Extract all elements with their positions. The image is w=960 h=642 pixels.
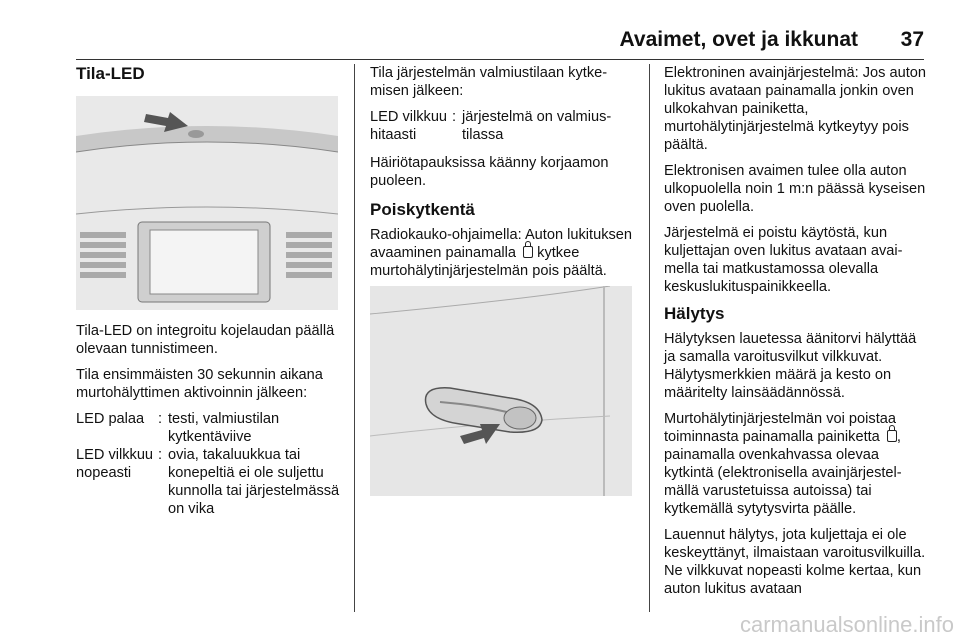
paragraph-text: kytkee murtohälytinjärjestelmän pois päältä. — [370, 245, 607, 279]
definition-text: järjestelmä on valmiustilassa — [462, 109, 612, 143]
paragraph: Tila-LED on integroitu kojelaudan päällä olevaan tunnistimeen. — [76, 323, 335, 357]
definition-term: LED palaa — [76, 411, 145, 427]
paragraph: Tila ensimmäisten 30 sekunnin aikana murtohälyttimen aktivoinnin jälkeen: — [76, 367, 323, 401]
colon: : — [158, 411, 163, 427]
paragraph-text: Murtohälytinjärjestelmän voi poistaa toiminnasta painamalla painiketta — [664, 411, 896, 445]
paragraph: Tila järjestelmän valmiustilaan kytkemisen jälkeen: — [370, 65, 608, 99]
door-handle-illustration — [370, 286, 632, 496]
column-3 — [664, 64, 928, 606]
door-handle-svg — [370, 286, 632, 496]
section-heading-poiskytkenta: Poiskytkentä — [370, 200, 475, 219]
paragraph — [664, 410, 928, 518]
dashboard-illustration-svg — [76, 96, 338, 310]
dashboard-sensor-illustration — [76, 96, 338, 310]
unlock-icon — [887, 430, 897, 442]
page-header — [76, 28, 924, 58]
paragraph: Elektronisen avaimen tulee olla auton ulkopuolella noin 1 m:n päässä kyseisen oven puolella. — [664, 163, 926, 215]
paragraph — [370, 226, 634, 280]
paragraph: Hälytyksen lauetessa äänitorvi hälyttää ja samalla varoitusvilkut vilkkuvat. Hälytysmerkkien määrä ja kesto on määritelty lainsäädännössä. — [664, 331, 917, 401]
chapter-title: Avaimet, ovet ja ikkunat — [619, 28, 858, 51]
column-divider-2 — [649, 64, 650, 612]
definition-row — [76, 446, 340, 518]
definition-text: testi, valmiustilan kytkentäviive — [168, 411, 280, 445]
definition-row — [370, 108, 634, 144]
watermark: carmanualsonline.info — [739, 612, 954, 637]
definition-row — [76, 410, 340, 446]
column-divider-1 — [354, 64, 355, 612]
page-number: 37 — [900, 28, 924, 51]
unlock-icon — [523, 246, 533, 258]
definition-term: LED vilkkuu hitaasti — [370, 109, 448, 143]
definition-term: LED vilkkuu nopeasti — [76, 447, 154, 481]
section-heading-halytys: Hälytys — [664, 304, 725, 323]
paragraph-text: Radiokauko-ohjaimella: Auton lukituksen avaaminen painamalla — [370, 227, 633, 261]
colon: : — [158, 447, 163, 463]
colon: : — [452, 109, 457, 125]
section-heading-tila-led: Tila-LED — [76, 64, 145, 83]
paragraph-text: , painamalla ovenkahvassa olevaa kytkintä (elektronisella avainjärjestelmällä varustetuissa autoissa) tai kytkemällä sytytysvirta päälle. — [664, 429, 902, 517]
definition-text: ovia, takaluukkua tai konepeltiä ei ole suljettu kunnolla tai järjestelmässä on vika — [168, 447, 340, 517]
paragraph: Häiriötapauksissa käänny korjaamon puoleen. — [370, 155, 609, 189]
paragraph: Järjestelmä ei poistu käytöstä, kun kuljettajan oven lukitus avataan avaimella tai matkustamossa olevalla keskuslukituspainikkeella. — [664, 225, 903, 295]
paragraph: Lauennut hälytys, jota kuljettaja ei ole keskeyttänyt, ilmaistaan varoitusvilkuilla. Ne vilkkuvat nopeasti kolme kertaa, kun auton lukitus avataan — [664, 527, 926, 597]
column-1 — [76, 64, 340, 518]
column-2 — [370, 64, 634, 496]
header-rule — [76, 59, 924, 60]
paragraph: Elektroninen avainjärjestelmä: Jos auton lukitus avataan painamalla jonkin oven ulkokahvan painiketta, murtohälytinjärjestelmä kytkeytyy pois päältä. — [664, 65, 927, 153]
